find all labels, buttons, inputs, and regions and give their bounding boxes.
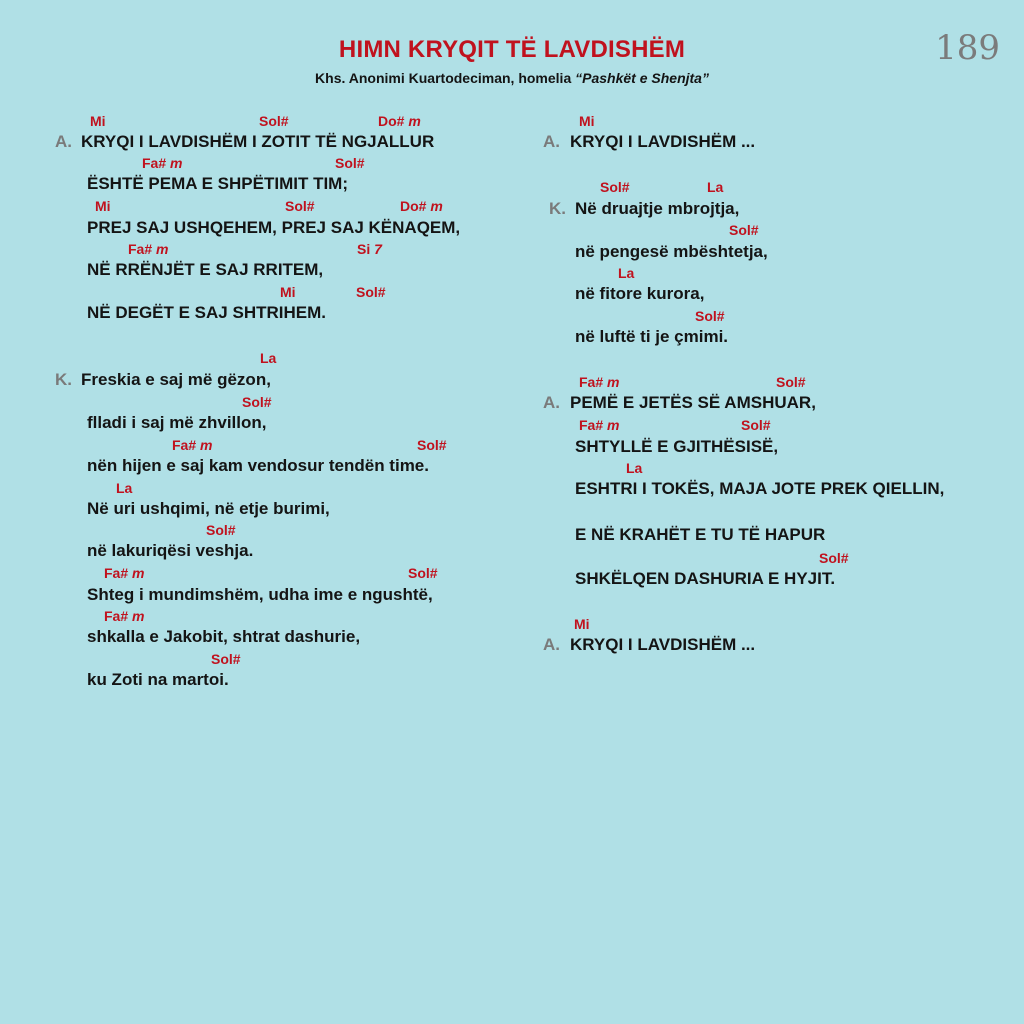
chord-la: La [260, 350, 277, 366]
chord-root: Fa# [579, 374, 604, 390]
chord-la: La [626, 460, 643, 476]
lyric-line: ËSHTË PEMA E SHPËTIMIT TIM; [87, 174, 348, 193]
lyric-line: KRYQI I LAVDISHËM ... [570, 635, 756, 654]
lyric-line: shkalla e Jakobit, shtrat dashurie, [87, 627, 361, 646]
lyric-line: ku Zoti na martoi. [87, 670, 229, 689]
chord-fa-sharp-minor [172, 437, 212, 453]
chord-mi: Mi [280, 284, 296, 300]
chord-minor: m [430, 198, 443, 214]
lyric-line: Në druajtje mbrojtja, [575, 199, 740, 218]
lyric-line: Shteg i mundimshëm, udha ime e ngushtë, [87, 585, 433, 604]
lyric-line: KRYQI I LAVDISHËM ... [570, 132, 756, 151]
lyric-line: Freskia e saj më gëzon, [81, 370, 271, 389]
chord-sol-sharp: Sol# [259, 113, 289, 129]
verse-marker-k: K. [549, 199, 566, 218]
lyric-line: ESHTRI I TOKËS, MAJA JOTE PREK QIELLIN, [575, 479, 945, 498]
chord-root: Do# [378, 113, 405, 129]
chord-root: Fa# [579, 417, 604, 433]
verse-marker-a: A. [543, 635, 560, 654]
lyric-line: NË RRËNJËT E SAJ RRITEM, [87, 260, 324, 279]
chord-root: Fa# [142, 155, 167, 171]
chord-root: Fa# [172, 437, 197, 453]
chord-sol-sharp: Sol# [417, 437, 447, 453]
chord-fa-sharp-minor [579, 374, 619, 390]
chord-fa-sharp-minor [128, 241, 168, 257]
hymn-title: HIMN KRYQIT TË LAVDISHËM [338, 36, 686, 63]
lyric-line: flladi i saj më zhvillon, [87, 413, 267, 432]
chord-mi: Mi [579, 113, 595, 129]
lyric-line: Në uri ushqimi, në etje burimi, [87, 499, 330, 518]
lyric-line: KRYQI I LAVDISHËM I ZOTIT TË NGJALLUR [81, 132, 435, 151]
chord-minor: m [200, 437, 213, 453]
chord-sol-sharp: Sol# [356, 284, 386, 300]
chord-minor: m [156, 241, 169, 257]
lyric-line: në luftë ti je çmimi. [575, 327, 729, 346]
chord-sol-sharp: Sol# [600, 179, 630, 195]
chord-mi: Mi [90, 113, 106, 129]
chord-minor: m [607, 374, 620, 390]
chord-fa-sharp-minor [104, 565, 144, 581]
chord-root: Si [357, 241, 371, 257]
chord-fa-sharp-minor [142, 155, 182, 171]
lyric-line: në fitore kurora, [575, 284, 705, 303]
chord-do-sharp-minor [400, 198, 443, 214]
chord-mi: Mi [95, 198, 111, 214]
chord-fa-sharp-minor [579, 417, 619, 433]
hymn-source [0, 70, 1024, 86]
lyric-line: E NË KRAHËT E TU TË HAPUR [575, 525, 826, 544]
verse-marker-a: A. [543, 393, 560, 412]
chord-sol-sharp: Sol# [206, 522, 236, 538]
chord-mi: Mi [574, 616, 590, 632]
chord-minor: m [132, 565, 145, 581]
chord-seventh: 7 [374, 241, 382, 257]
lyric-line: NË DEGËT E SAJ SHTRIHEM. [87, 303, 326, 322]
source-text: Khs. Anonimi Kuartodeciman, homelia [315, 70, 576, 86]
chord-minor: m [607, 417, 620, 433]
chord-sol-sharp: Sol# [211, 651, 241, 667]
chord-root: Fa# [104, 565, 129, 581]
lyric-line: nën hijen e saj kam vendosur tendën time. [87, 456, 429, 475]
chord-la: La [618, 265, 635, 281]
chord-sol-sharp: Sol# [741, 417, 771, 433]
chord-root: Do# [400, 198, 427, 214]
chord-sol-sharp: Sol# [285, 198, 315, 214]
lyric-line: në pengesë mbështetja, [575, 242, 768, 261]
chord-sol-sharp: Sol# [729, 222, 759, 238]
chord-do-sharp-minor [378, 113, 421, 129]
lyric-line: PREJ SAJ USHQEHEM, PREJ SAJ KËNAQEM, [87, 218, 461, 237]
chord-minor: m [408, 113, 421, 129]
verse-marker-a: A. [543, 132, 560, 151]
verse-marker-k: K. [55, 370, 72, 389]
chord-root: Fa# [128, 241, 153, 257]
chord-sol-sharp: Sol# [242, 394, 272, 410]
lyric-line: SHTYLLË E GJITHËSISË, [575, 437, 779, 456]
chord-sol-sharp: Sol# [819, 550, 849, 566]
chord-si-7 [357, 241, 382, 257]
verse-marker-a: A. [55, 132, 72, 151]
chord-sol-sharp: Sol# [776, 374, 806, 390]
chord-la: La [707, 179, 724, 195]
chord-sol-sharp: Sol# [408, 565, 438, 581]
lyric-line: në lakuriqësi veshja. [87, 541, 254, 560]
page-number: 189 [935, 28, 1000, 68]
chord-fa-sharp-minor [104, 608, 144, 624]
lyric-line: PEMË E JETËS SË AMSHUAR, [570, 393, 816, 412]
lyric-line: SHKËLQEN DASHURIA E HYJIT. [575, 569, 836, 588]
chord-sol-sharp: Sol# [695, 308, 725, 324]
chord-sol-sharp: Sol# [335, 155, 365, 171]
source-title: “Pashkët e Shenjta” [575, 70, 709, 86]
chord-minor: m [132, 608, 145, 624]
chord-la: La [116, 480, 133, 496]
chord-minor: m [170, 155, 183, 171]
chord-root: Fa# [104, 608, 129, 624]
